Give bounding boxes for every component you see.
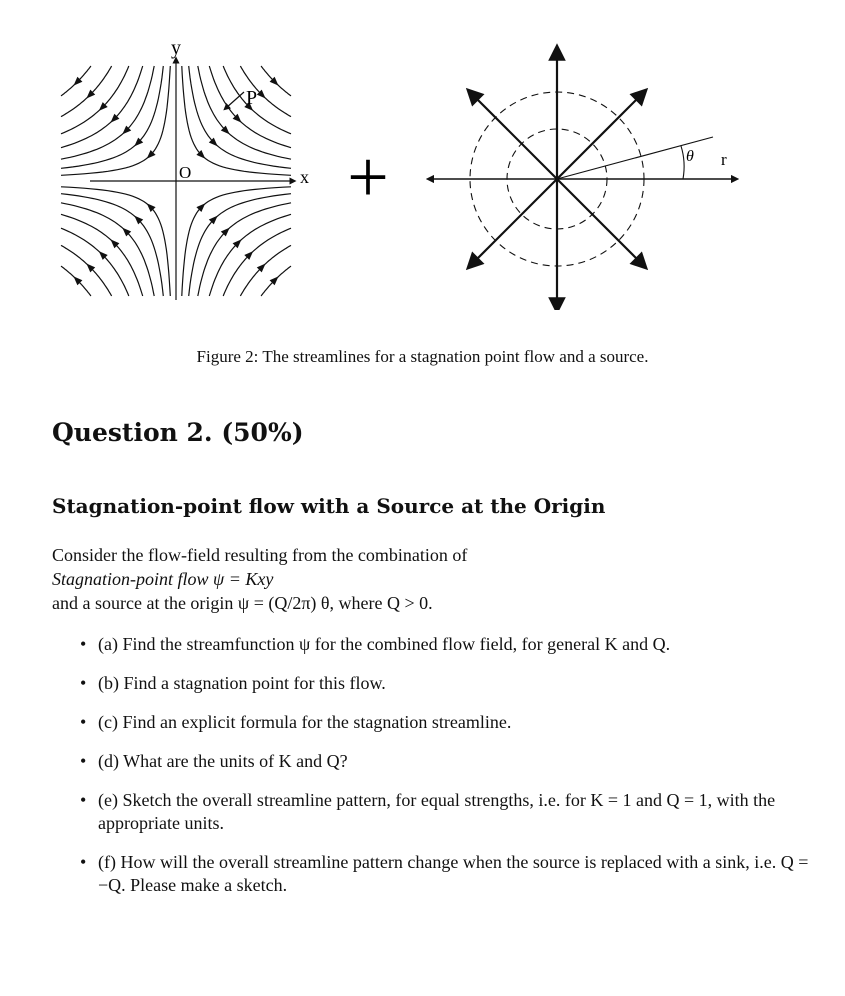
item-d: • (d) What are the units of K and Q? xyxy=(52,750,812,773)
source-ray xyxy=(472,179,557,264)
streamline-curve xyxy=(223,228,291,296)
streamline-curve xyxy=(61,66,129,134)
source-ray xyxy=(472,94,557,179)
streamline-curve xyxy=(61,228,129,296)
streamlines-figure xyxy=(0,30,845,310)
intro-flow-name: Stagnation-point flow xyxy=(52,569,209,589)
question-title: Question 2. (50%) xyxy=(52,418,304,447)
theta-arc xyxy=(681,146,684,179)
source-ray xyxy=(557,94,642,179)
item-c: • (c) Find an explicit formula for the stagnation streamline. xyxy=(52,711,812,734)
streamline-curve xyxy=(198,203,291,296)
theta-label: θ xyxy=(686,148,694,165)
intro-line-1: Consider the flow-field resulting from the combination of xyxy=(52,545,468,565)
intro-line-2 xyxy=(52,567,467,591)
figure-caption: Figure 2: The streamlines for a stagnation point flow and a source. xyxy=(196,347,649,366)
item-e: • (e) Sketch the overall streamline pattern, for equal strengths, i.e. for K = 1 and Q = 1, with the appropriate units. xyxy=(52,789,812,835)
streamline-curve xyxy=(61,245,112,296)
stagnation-flow-diagram xyxy=(61,37,309,300)
intro-flow-equation: ψ = Kxy xyxy=(208,569,274,589)
source-ray xyxy=(557,179,642,264)
plus-sign: + xyxy=(347,137,389,219)
item-b: • (b) Find a stagnation point for this flow. xyxy=(52,672,812,695)
question-items xyxy=(52,633,812,897)
item-f: • (f) How will the overall streamline pattern change when the source is replaced with a sink, i.e. Q = −Q. Please make a sketch. xyxy=(52,851,812,897)
item-a: • (a) Find the streamfunction ψ for the combined flow field, for general K and Q. xyxy=(52,633,812,656)
point-p-label: P xyxy=(246,87,258,109)
source-flow-diagram xyxy=(430,52,735,306)
streamline-curve xyxy=(61,203,154,296)
streamline-curve xyxy=(198,66,291,159)
r-label: r xyxy=(721,150,727,169)
intro-paragraph xyxy=(52,543,467,615)
x-axis-label: x xyxy=(300,167,309,187)
point-p-pointer xyxy=(226,92,244,108)
streamline-curve xyxy=(61,66,112,117)
streamline-curve xyxy=(240,245,291,296)
intro-line-3: and a source at the origin ψ = (Q/2π) θ, where Q > 0. xyxy=(52,593,433,613)
streamline-curve xyxy=(61,66,154,159)
y-axis-label: y xyxy=(171,37,181,59)
origin-label: O xyxy=(179,163,192,182)
question-subtitle: Stagnation-point flow with a Source at the Origin xyxy=(52,494,606,518)
